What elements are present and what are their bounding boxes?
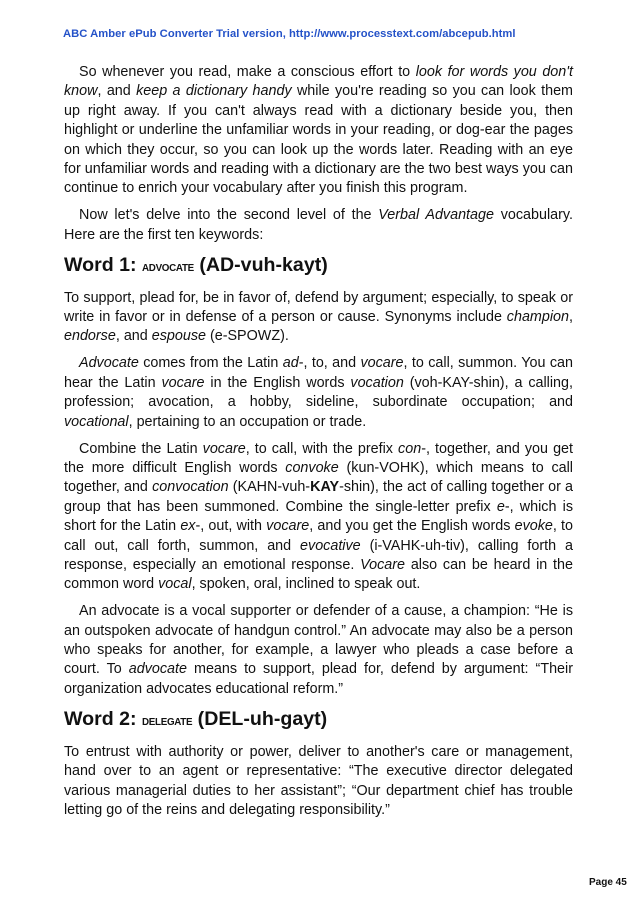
italic-run: convoke [285,459,339,476]
text-run: , [569,309,573,326]
text-run: (kun-VOHK), which means to call together, and [64,459,573,496]
italic-run: ex [180,518,196,535]
italic-run: vocation [350,374,404,391]
text-run: , and [97,83,137,100]
italic-run: vocare [161,374,205,391]
paragraph-reading-advice [64,63,573,199]
italic-run: evoke [514,518,553,535]
word-1-definition [64,289,573,347]
word-1-related-words [64,440,573,595]
italic-run: espouse [151,328,206,345]
italic-run: Advocate [79,355,139,372]
word-keyword: DELEGATE [142,716,193,728]
text-run: (i-VAHK-uh-tiv), calling forth a response, especially an emotional response. [64,537,573,573]
word-1-heading [64,253,573,281]
text-run: , and you get the English words [309,518,515,535]
text-run: , and [115,328,152,345]
text-run: -, which is short for the Latin [64,498,573,535]
italic-run: vocare [360,355,404,372]
text-run: (e-SPOWZ). [205,328,289,345]
italic-run: vocare [266,518,310,535]
italic-run: con [398,440,422,457]
text-run: -, together, and you get the more difficult English words [64,440,574,476]
trial-banner: ABC Amber ePub Converter Trial version, http://www.processtext.com/abcepub.html [63,28,516,40]
page-number: Page 45 [589,877,627,888]
italic-run: endorse [64,328,116,345]
text-run: in the English words [204,374,351,391]
paragraph-intro-keywords [64,206,573,245]
text-run: comes from the Latin [138,355,283,372]
word-keyword: ADVOCATE [142,262,194,274]
text-run: Combine the Latin [79,440,203,457]
text-run: To support, plead for, be in favor of, defend by argument; especially, to speak or write in favor or in defense of a person or cause. Synonyms include [64,289,573,326]
italic-run: look for words you don't know [64,64,573,100]
text-run: An advocate is a vocal supporter or defender of a cause, a champion: “He is an outspoken advocate of handgun control.” An advocate may also be a person who speaks for another, for example, a lawyer who pleads a case before a court. To [64,603,573,678]
text-run: , spoken, oral, inclined to speak out. [191,576,421,593]
text-run: (KAHN-vuh- [228,479,311,496]
text-run: -, to, and [298,355,361,372]
bold-run: KAY [310,479,340,496]
text-run: Now let's delve into the second level of the [79,207,379,224]
word-2-definition [64,743,573,821]
word-1-usage [64,602,573,699]
text-run: To entrust with authority or power, deliver to another's care or management, hand over to an agent or representative: “The executive director delegated various managerial duties to her assistant”; “Our department chief has trouble letting go of the reins and delegating responsibility.” [64,743,573,818]
italic-run: Verbal Advantage [378,207,494,224]
word-label: Word 1: [64,253,143,276]
italic-run: evocative [300,537,361,554]
text-run: , to call, summon. You can hear the Latin [64,355,573,391]
word-label: Word 2: [64,707,143,730]
text-run: means to support, plead for, defend by argument: “Their organization advocates educational reform.” [64,661,574,697]
text-run: , to call, with the prefix [245,440,399,457]
italic-run: keep a dictionary handy [136,83,292,100]
italic-run: ad [282,355,299,372]
italic-run: vocare [202,440,246,457]
text-run: also can be heard in the common word [64,556,573,593]
word-2-heading [64,707,573,735]
text-run: while you're reading so you can look them up right away. If you can't always read with a dictionary beside you, then highlight or underline the unfamiliar words in your reading, or dog-ear the pages on which they occur, so you can look up the words later. Reading with an eye for unfamiliar words and reading with a dictionary are the two best ways you can continue to enrich your vocabulary after you finish this program. [64,83,574,197]
italic-run: Vocare [360,556,406,573]
text-run: -, out, with [195,518,267,535]
text-run: -shin), the act of calling together or a group that has been summoned. Combine the single-letter prefix [64,479,574,515]
page-content [64,63,573,820]
word-pronunciation: (AD-vuh-kayt) [193,253,328,276]
word-1-etymology [64,354,573,432]
text-run: So whenever you read, make a conscious effort to [79,64,416,80]
text-run: , to call out, call forth, summon, and [64,518,573,554]
italic-run: convocation [152,479,229,496]
italic-run: vocational [64,413,129,430]
word-pronunciation: (DEL-uh-gayt) [192,707,328,730]
text-run: (voh-KAY-shin), a calling, profession; avocation, a hobby, sideline, subordinate occupation; and [64,374,573,411]
text-run: vocabulary. Here are the first ten keywords: [64,207,573,243]
text-run: , pertaining to an occupation or trade. [128,413,367,430]
italic-run: e [496,498,505,515]
italic-run: vocal [158,576,192,593]
italic-run: advocate [128,661,187,678]
italic-run: champion [506,309,569,326]
